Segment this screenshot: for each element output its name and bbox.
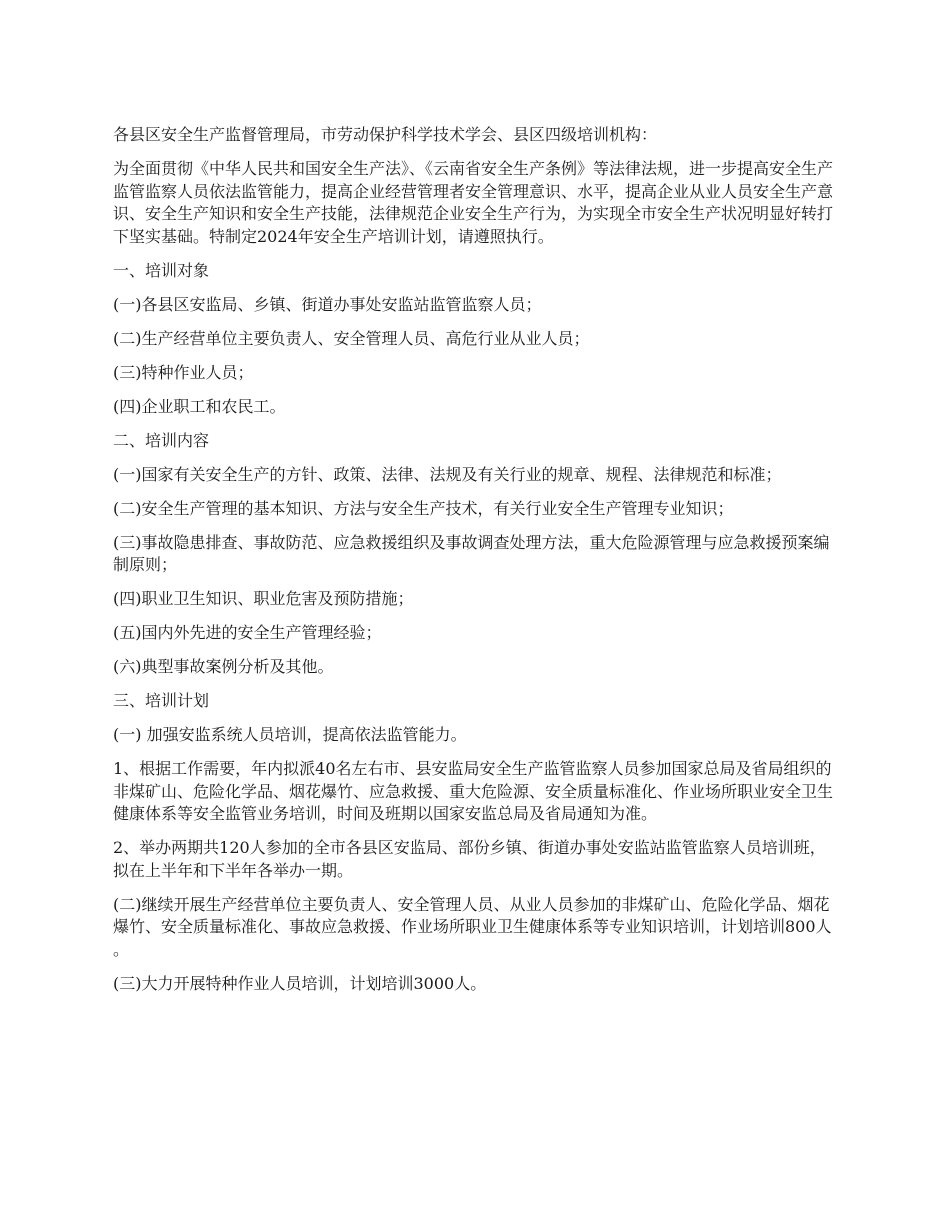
list-item: 1、根据工作需要，年内拟派40名左右市、县安监局安全生产监管监察人员参加国家总局及省局组织的非煤矿山、危险化学品、烟花爆竹、应急救援、重大危险源、安全质量标准化、作业场所职业安全卫生健康体系等安全监管业务培训，时间及班期以国家安监总局及省局通知为准。 bbox=[113, 759, 834, 823]
list-item: (一)国家有关安全生产的方针、政策、法律、法规及有关行业的规章、规程、法律规范和标准； bbox=[113, 464, 782, 484]
section-heading-training-plan: 三、培训计划 bbox=[113, 691, 210, 710]
list-item: (三)大力开展特种作业人员培训，计划培训3000人。 bbox=[113, 973, 487, 993]
intro-paragraph: 为全面贯彻《中华人民共和国安全生产法》、《云南省安全生产条例》等法律法规，进一步提高安全生产监管监察人员依法监管能力，提高企业经营管理者安全管理意识、水平，提高企业从业人员安全生产意识、安全生产知识和安全生产技能，法律规范企业安全生产行为，为实现全市安全生产状况明显好转打下坚实基础。特制定2024年安全生产培训计划，请遵照执行。 bbox=[113, 159, 834, 246]
list-item: (三)特种作业人员； bbox=[113, 362, 254, 382]
list-item: (五)国内外先进的安全生产管理经验； bbox=[113, 623, 382, 642]
list-item: (三)事故隐患排查、事故防范、应急救援组织及事故调查处理方法，重大危险源管理与应急救援预案编制原则； bbox=[113, 532, 830, 574]
list-item: 2、举办两期共120人参加的全市各县区安监局、部份乡镇、街道办事处安监站监管监察人员培训班，拟在上半年和下半年各举办一期。 bbox=[113, 838, 826, 880]
section-heading-training-targets: 一、培训对象 bbox=[113, 260, 210, 280]
section-heading-training-content: 二、培训内容 bbox=[113, 430, 210, 450]
salutation-paragraph: 各县区安全生产监督管理局，市劳动保护科学技术学会、县区四级培训机构： bbox=[113, 125, 658, 144]
list-item: (二)生产经营单位主要负责人、安全管理人员、高危行业从业人员； bbox=[113, 328, 590, 348]
list-item: (一) 加强安监系统人员培训，提高依法监管能力。 bbox=[113, 725, 467, 744]
list-item: (二)继续开展生产经营单位主要负责人、安全管理人员、从业人员参加的非煤矿山、危险化学品、烟花爆竹、安全质量标准化、事故应急救援、作业场所职业卫生健康体系等专业知识培训，计划培训800人。 bbox=[113, 894, 832, 959]
document-body bbox=[113, 124, 839, 1007]
list-item: (二)安全生产管理的基本知识、方法与安全生产技术，有关行业安全生产管理专业知识； bbox=[113, 498, 734, 518]
list-item: (一)各县区安监局、乡镇、街道办事处安监站监管监察人员； bbox=[113, 294, 542, 314]
list-item: (六)典型事故案例分析及其他。 bbox=[113, 657, 334, 676]
list-item: (四)职业卫生知识、职业危害及预防措施； bbox=[113, 589, 414, 608]
list-item: (四)企业职工和农民工。 bbox=[113, 396, 286, 416]
